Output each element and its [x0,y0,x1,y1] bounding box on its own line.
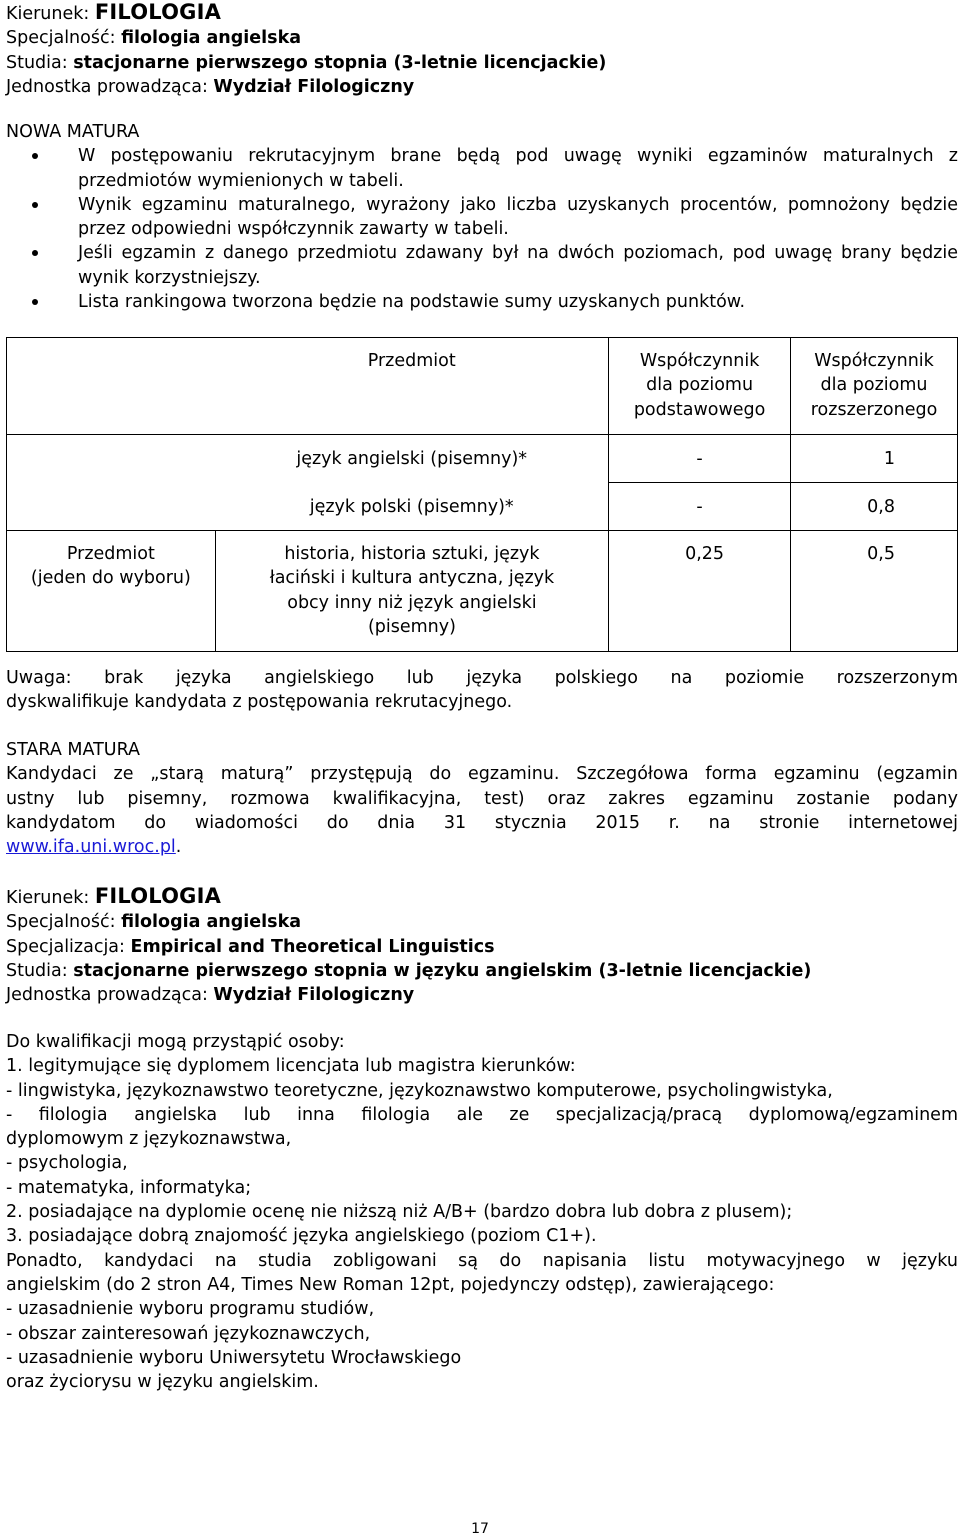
header-basic [609,338,791,435]
stara-matura-section [6,738,958,859]
header-subject [215,338,608,435]
header-basic-line: dla poziomu [646,375,754,396]
choice-label-line: (jeden do wyboru) [30,568,191,589]
choice-subjects-cell [215,531,608,652]
uwaga-line: dyskwalifikuje kandydata z postępowania rekrutacyjnego. [6,692,513,713]
nowa-matura-section [6,120,958,314]
table-header-row [7,338,958,435]
qualification-line: 3. posiadające dobrą znajomość języka angielskiego (poziom C1+). [6,1226,597,1247]
stara-matura-line: kandydatom do wiadomości do dnia 31 stycznia 2015 r. na stronie internetowej [6,812,958,833]
page-number: 17 [471,1521,489,1537]
bullet-item: Wynik egzaminu maturalnego, wyrażony jako liczba uzyskanych procentów, pomnożony będzie przez odpowiedni współczynnik zawarty w tabeli. [6,193,958,242]
header-ext-line: dla poziomu [820,375,928,396]
label-specjalnosc: Specjalność: [6,28,122,49]
value-specjalnosc: filologia angielska [121,912,302,933]
stara-matura-line: Kandydaci ze „starą maturą” przystępują do egzaminu. Szczegółowa forma egzaminu (egzamin [6,764,958,785]
label-jednostka: Jednostka prowadząca: [6,76,214,97]
uwaga-line: Uwaga: brak języka angielskiego lub języka polskiego na poziomie rozszerzonym [6,668,958,688]
qualification-line: - filologia angielska lub inna filologia ale ze specjalizacją/pracą dyplomową/egzaminem [6,1104,958,1125]
qualification-line: - uzasadnienie wyboru Uniwersytetu Wrocławskiego [6,1347,462,1368]
qualification-line: - lingwistyka, językoznawstwo teoretyczne, językoznawstwo komputerowe, psycholingwistyka, [6,1080,833,1101]
label-specjalnosc: Specjalność: [6,912,122,933]
table-row [7,483,958,531]
value-specjalnosc: filologia angielska [121,28,302,49]
value-jednostka: Wydział Filologiczny [213,985,415,1006]
stara-matura-heading: STARA MATURA [6,740,141,760]
value-specjalizacja: Empirical and Theoretical Linguistics [130,936,495,957]
table-row-choice [7,531,958,652]
qualification-line: 2. posiadające na dyplomie ocenę nie niższą niż A/B+ (bardzo dobra lub dobra z plusem); [6,1202,793,1223]
qualification-line: oraz życiorysu w języku angielskim. [6,1372,319,1393]
header-basic-line: Współczynnik [639,351,760,371]
qualification-line: - psychologia, [6,1153,128,1174]
nowa-matura-bullets [6,144,958,314]
bullet-item: W postępowaniu rekrutacyjnym brane będą pod uwagę wyniki egzaminów maturalnych z przedmiotów wymienionych w tabeli. [6,144,958,193]
header-ext [791,338,958,435]
label-jednostka: Jednostka prowadząca: [6,985,214,1006]
qualification-intro: Do kwalifikacji mogą przystąpić osoby: [6,1032,345,1052]
program-info-2 [6,884,811,1007]
choice-subject-line: łaciński i kultura antyczna, język [269,568,555,589]
choice-label-line: Przedmiot [66,544,155,564]
label-kierunek: Kierunek: [6,888,95,908]
qualification-line: - obszar zainteresowań językoznawczych, [6,1323,371,1344]
label-studia: Studia: [6,960,74,981]
bullet-item: Lista rankingowa tworzona będzie na podstawie sumy uzyskanych punktów. [6,290,958,314]
link-period: . [175,837,182,858]
row-empty-cell [7,435,216,483]
choice-subject-line: (pisemny) [367,616,456,637]
stara-matura-line: ustny lub pisemny, rozmowa kwalifikacyjna, test) oraz zakres egzaminu zostanie podany [6,788,958,809]
choice-ext: 0,5 [791,531,958,652]
header-empty-cell [7,338,216,435]
choice-subject-line: historia, historia sztuki, język [284,544,540,564]
header-basic-line: podstawowego [633,399,766,420]
uwaga-note [6,666,958,715]
choice-subject-line: obcy inny niż język angielski [287,592,537,613]
row-subject: język polski (pisemny)* [215,483,608,531]
row-ext: 0,8 [791,483,958,531]
value-studia: stacjonarne pierwszego stopnia w języku angielskim (3-letnie licencjackie) [73,960,812,981]
label-kierunek: Kierunek: [6,4,95,24]
header-ext-line: rozszerzonego [810,399,938,420]
row-basic: - [609,483,791,531]
value-jednostka: Wydział Filologiczny [213,76,415,97]
choice-label-cell [7,531,216,652]
row-ext: 1 [791,435,958,483]
website-link[interactable]: www.ifa.uni.wroc.pl [6,837,176,858]
qualification-line: 1. legitymujące się dyplomem licencjata lub magistra kierunków: [6,1056,576,1077]
coefficients-table [6,337,958,652]
value-studia: stacjonarne pierwszego stopnia (3-letnie licencjackie) [73,52,607,73]
header-ext-line: Współczynnik [814,351,934,371]
choice-basic: 0,25 [609,531,791,652]
label-specjalizacja: Specjalizacja: [6,936,131,957]
nowa-matura-heading: NOWA MATURA [6,122,140,142]
row-subject: język angielski (pisemny)* [215,435,608,483]
qualification-line: angielskim (do 2 stron A4, Times New Roman 12pt, pojedynczy odstęp), zawierającego: [6,1274,775,1295]
value-kierunek: FILOLOGIA [94,884,222,908]
qualification-line: - uzasadnienie wyboru programu studiów, [6,1299,375,1320]
program-info-1 [6,0,606,99]
row-basic: - [609,435,791,483]
value-kierunek: FILOLOGIA [94,0,222,24]
header-subject-label: Przedmiot [367,351,456,371]
qualification-line: dyplomowym z językoznawstwa, [6,1129,292,1150]
table-row [7,435,958,483]
row-empty-cell [7,483,216,531]
qualification-line: - matematyka, informatyka; [6,1177,252,1198]
bullet-item: Jeśli egzamin z danego przedmiotu zdawany był na dwóch poziomach, pod uwagę brany będzie wynik korzystniejszy. [6,241,958,290]
qualification-section [6,1030,958,1394]
qualification-line: Ponadto, kandydaci na studia zobligowani są do napisania listu motywacyjnego w języku [6,1250,958,1271]
label-studia: Studia: [6,52,74,73]
